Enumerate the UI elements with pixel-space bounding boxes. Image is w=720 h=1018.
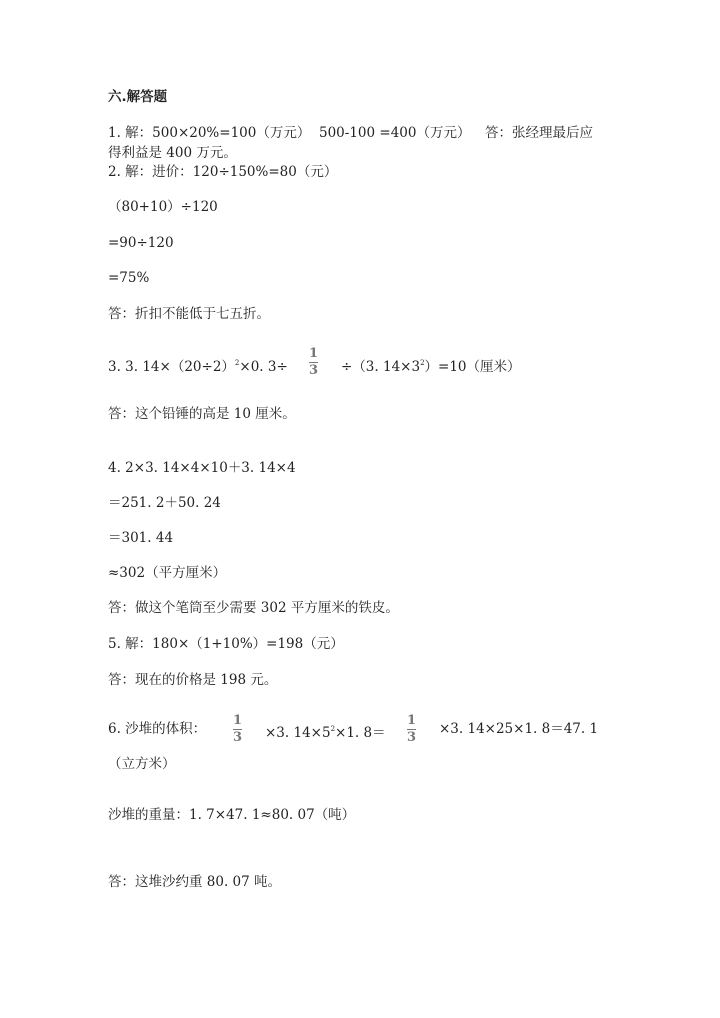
q6-frac2-num: 1 — [407, 713, 417, 728]
q6-label: 6. 沙堆的体积： — [108, 721, 207, 737]
q3-pre: 3. 3. 14×（20÷2） — [108, 359, 235, 375]
q4-line2: ＝251. 2＋50. 24 — [108, 495, 221, 511]
q6-frac2-den: 3 — [407, 730, 417, 745]
q6-sup1: 2 — [330, 725, 336, 733]
q3-expression-tail — [341, 354, 521, 376]
q4-line1: 4. 2×3. 14×4×10＋3. 14×4 — [108, 460, 296, 476]
q2-line1: 2. 解：进价：120÷150%=80（元） — [108, 164, 338, 180]
q6-answer: 答：这堆沙约重 80. 07 吨。 — [108, 874, 282, 890]
q3-mid: ×0. 3÷ — [239, 359, 288, 375]
q6-fraction-2 — [407, 714, 416, 745]
q1-part3: 答：张经理最后应 — [485, 125, 593, 141]
q3-sup1: 2 — [234, 359, 240, 367]
q6-frac1-num: 1 — [233, 713, 243, 728]
q6-fraction-1 — [233, 714, 242, 745]
section-title: 六.解答题 — [108, 89, 168, 105]
q6-expr1 — [265, 720, 386, 742]
q2-line4: =75% — [108, 270, 150, 286]
q6-weight: 沙堆的重量：1. 7×47. 1≈80. 07（吨） — [108, 807, 356, 823]
q6-expr1-end: ×1. 8＝ — [335, 725, 386, 741]
q2-line3: =90÷120 — [108, 235, 174, 251]
q3-frac-den: 3 — [309, 363, 319, 378]
q3-sup2: 2 — [420, 359, 425, 367]
q3-answer: 答：这个铅锤的高是 10 厘米。 — [108, 406, 296, 422]
q6-unit: （立方米） — [108, 756, 176, 772]
q3-frac-num: 1 — [309, 346, 319, 361]
q3-end: ）=10（厘米） — [424, 359, 521, 375]
q1-part1: 1. 解：500×20%=100（万元） — [108, 125, 311, 141]
q4-line3: ＝301. 44 — [108, 530, 174, 546]
q3-fraction — [309, 347, 318, 378]
q3-post: ÷（3. 14×3 — [341, 359, 421, 375]
q6-frac1-den: 3 — [233, 730, 243, 745]
q4-answer: 答：做这个笔筒至少需要 302 平方厘米的铁皮。 — [108, 600, 399, 616]
q4-line4: ≈302（平方厘米） — [108, 565, 227, 581]
q1-part2: 500-100 =400（万元） — [319, 125, 471, 141]
q5-answer: 答：现在的价格是 198 元。 — [108, 672, 278, 688]
q2-line2: （80+10）÷120 — [108, 199, 218, 215]
q5-line1: 5. 解：180×（1+10%）=198（元） — [108, 636, 344, 652]
q3-expression — [108, 354, 288, 376]
q6-expr1-start: ×3. 14×5 — [265, 725, 331, 741]
q2-answer: 答：折扣不能低于七五折。 — [108, 306, 270, 322]
q1-line2: 得利益是 400 万元。 — [108, 145, 237, 161]
q6-expr2: ×3. 14×25×1. 8＝47. 1 — [439, 721, 599, 737]
